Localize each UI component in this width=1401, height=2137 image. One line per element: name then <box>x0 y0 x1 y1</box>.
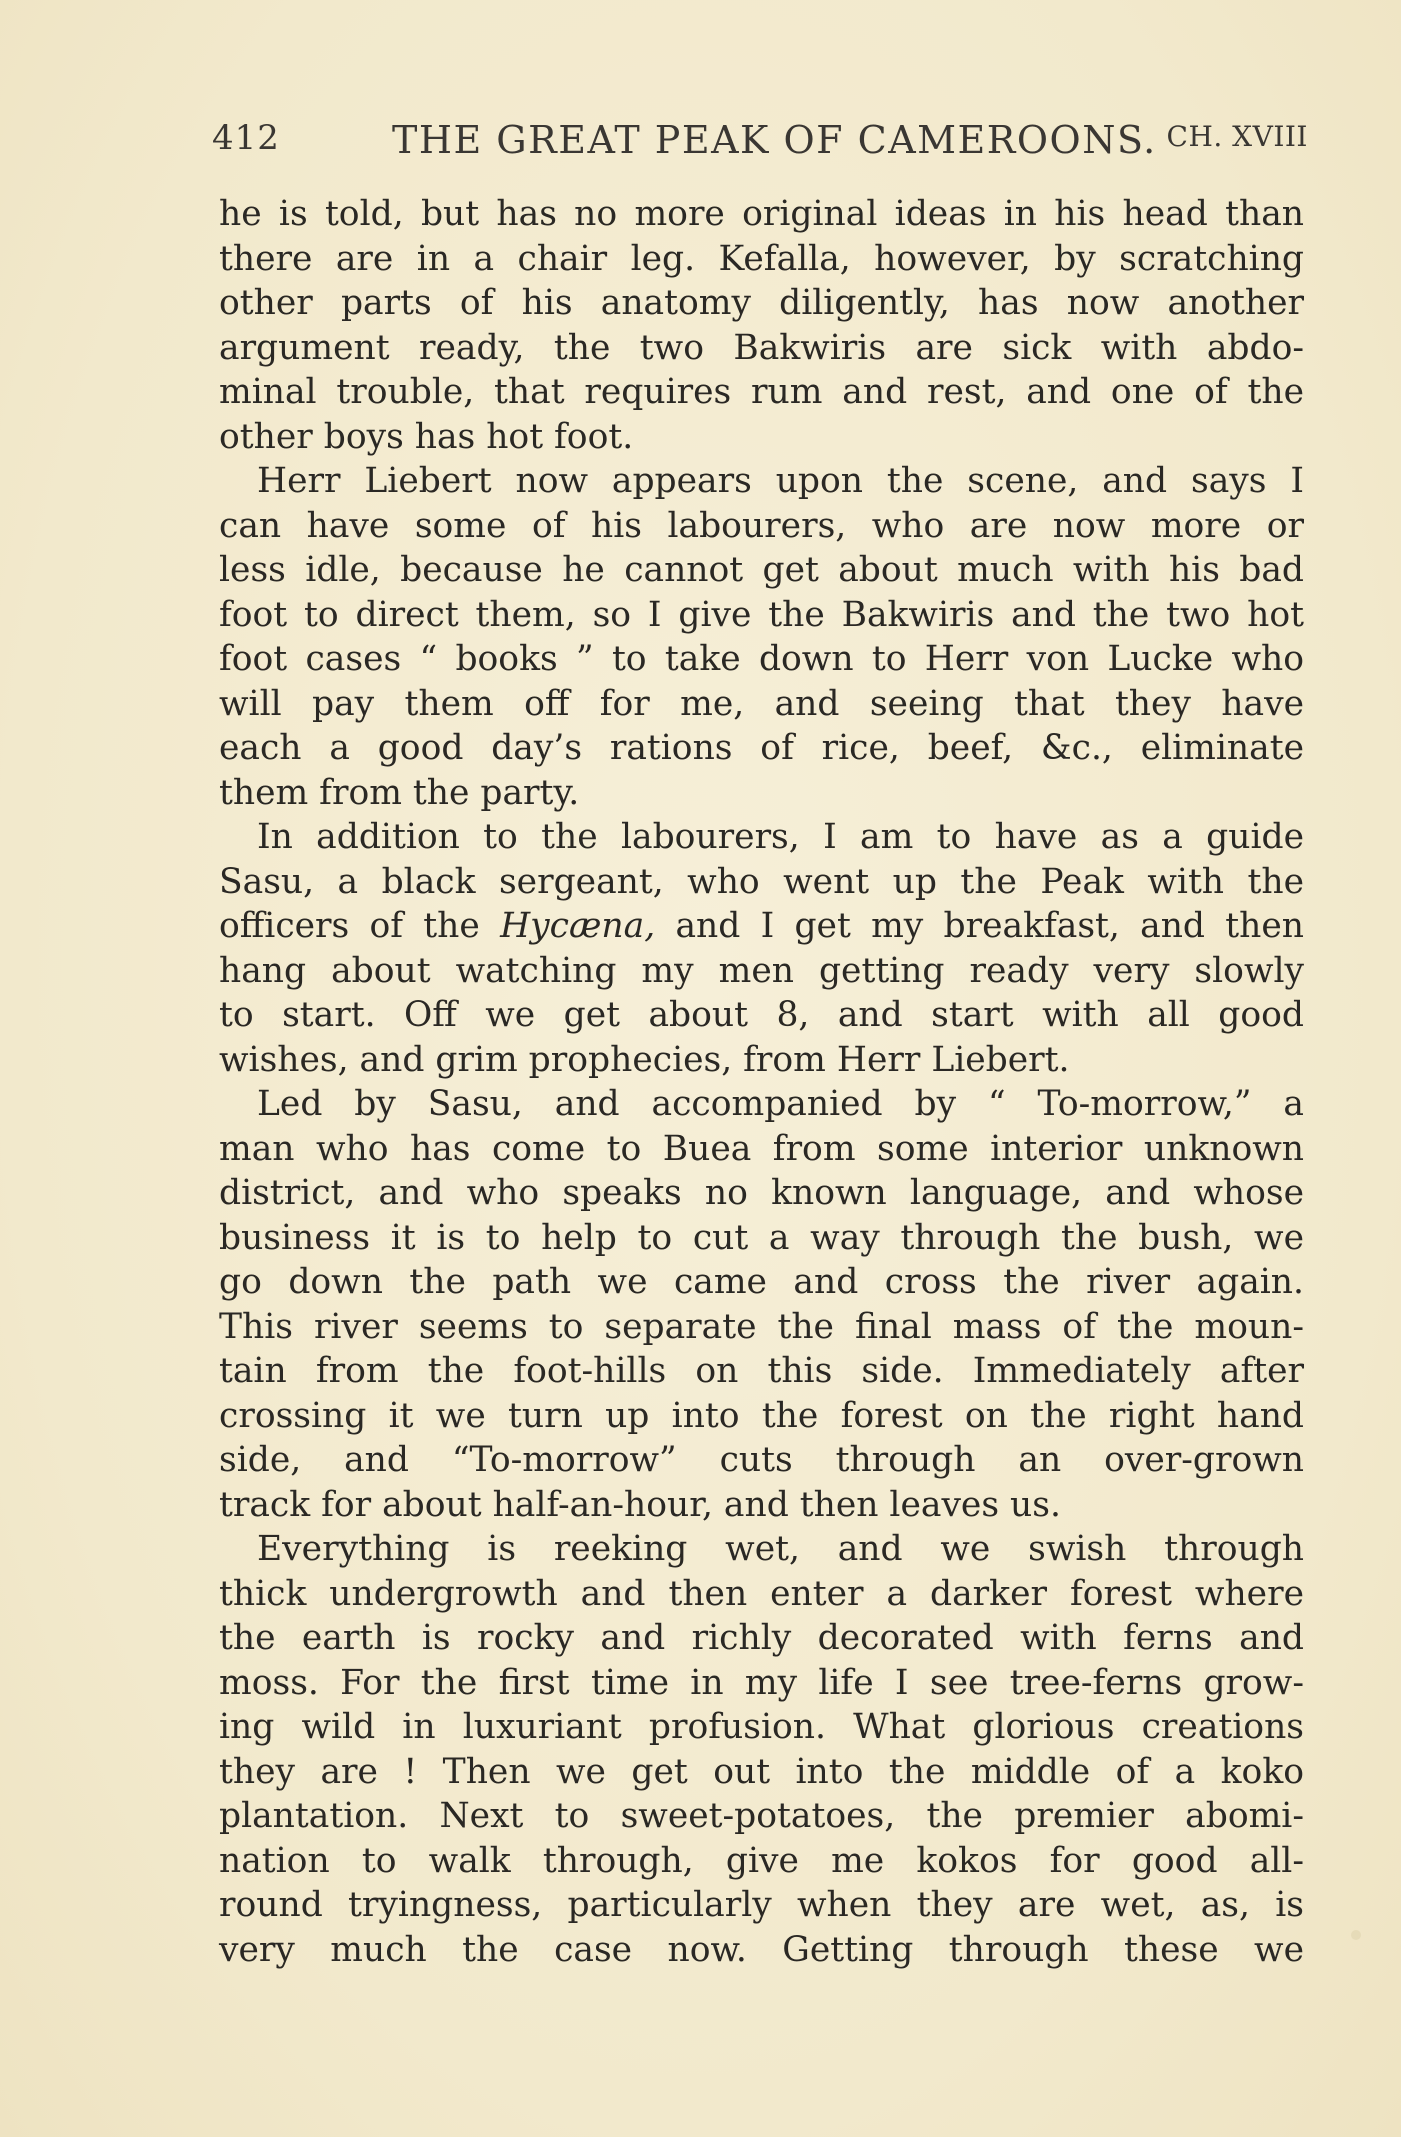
text-line: hang about watching my men getting ready very slowly <box>219 950 1304 991</box>
text-line-with-italic <box>219 904 1304 949</box>
text-line: other parts of his anatomy diligently, has now another <box>219 283 1304 323</box>
text-line: ing wild in luxuriant profusion. What glorious creations <box>219 1707 1304 1747</box>
text-line: round tryingness, particularly when they are wet, as, is <box>219 1885 1304 1925</box>
text-line: them from the party. <box>219 772 580 813</box>
text-line: go down the path we came and cross the river again. <box>219 1262 1304 1302</box>
text-line: nation to walk through, give me kokos for good all- <box>219 1840 1304 1881</box>
text-line: there are in a chair leg. Kefalla, however, by scratching <box>219 238 1304 279</box>
text-line: each a good day’s rations of rice, beef, &c., eliminate <box>219 728 1304 768</box>
text-line: the earth is rocky and richly decorated with ferns and <box>219 1618 1304 1658</box>
body-text <box>219 192 1304 1972</box>
paragraph-first-line: Everything is reeking wet, and we swish through <box>257 1529 1304 1569</box>
text-line: man who has come to Buea from some interior unknown <box>219 1128 1304 1169</box>
paper-speck <box>1351 1930 1361 1940</box>
text-line: moss. For the first time in my life I see tree-ferns grow- <box>219 1662 1304 1703</box>
text-line: very much the case now. Getting through these we <box>219 1929 1304 1970</box>
text-line: argument ready, the two Bakwiris are sick with abdo- <box>219 327 1304 368</box>
paragraph-first-line: In addition to the labourers, I am to have as a guide <box>257 817 1304 857</box>
ship-name-italic: Hycæna, <box>500 906 656 946</box>
page-number: 412 <box>212 118 280 158</box>
text-line: side, and “To-morrow” cuts through an over-grown <box>219 1440 1304 1480</box>
text-line: This river seems to separate the final mass of the moun- <box>219 1306 1304 1347</box>
text-line: plantation. Next to sweet-potatoes, the premier abomi- <box>219 1796 1304 1836</box>
text-line: crossing it we turn up into the forest on the right hand <box>219 1395 1304 1436</box>
text-line: other boys has hot foot. <box>219 416 634 457</box>
running-title: THE GREAT PEAK OF CAMEROONS. <box>392 118 1157 162</box>
text-line: minal trouble, that requires rum and rest, and one of the <box>219 372 1304 412</box>
text-line: district, and who speaks no known language, and whose <box>219 1173 1304 1213</box>
running-head <box>212 118 1308 168</box>
text-line: tain from the foot-hills on this side. Immediately after <box>219 1351 1304 1391</box>
text-line: they are ! Then we get out into the middle of a koko <box>219 1751 1304 1792</box>
text-span: and I get my breakfast, and then <box>675 906 1304 946</box>
text-line: can have some of his labourers, who are now more or <box>219 505 1304 546</box>
text-line: foot to direct them, so I give the Bakwiris and the two hot <box>219 594 1304 635</box>
text-line: Sasu, a black sergeant, who went up the Peak with the <box>219 861 1304 902</box>
chapter-label: CH. XVIII <box>1166 120 1308 153</box>
text-line: wishes, and grim prophecies, from Herr Liebert. <box>219 1039 1070 1080</box>
text-line: business it is to help to cut a way through the bush, we <box>219 1217 1304 1258</box>
text-line: thick undergrowth and then enter a darker forest where <box>219 1573 1304 1614</box>
text-line: will pay them off for me, and seeing that they have <box>219 683 1304 724</box>
paragraph-first-line: Led by Sasu, and accompanied by “ To-morrow,” a <box>257 1084 1304 1124</box>
text-line: to start. Off we get about 8, and start with all good <box>219 995 1304 1035</box>
text-line: he is told, but has no more original ideas in his head than <box>219 194 1304 234</box>
text-span: officers of the <box>219 906 480 946</box>
paragraph-first-line: Herr Liebert now appears upon the scene, and says I <box>257 461 1304 501</box>
text-line: track for about half-an-hour, and then leaves us. <box>219 1484 1061 1525</box>
text-line: foot cases “ books ” to take down to Herr von Lucke who <box>219 639 1304 679</box>
text-line: less idle, because he cannot get about much with his bad <box>219 550 1304 590</box>
